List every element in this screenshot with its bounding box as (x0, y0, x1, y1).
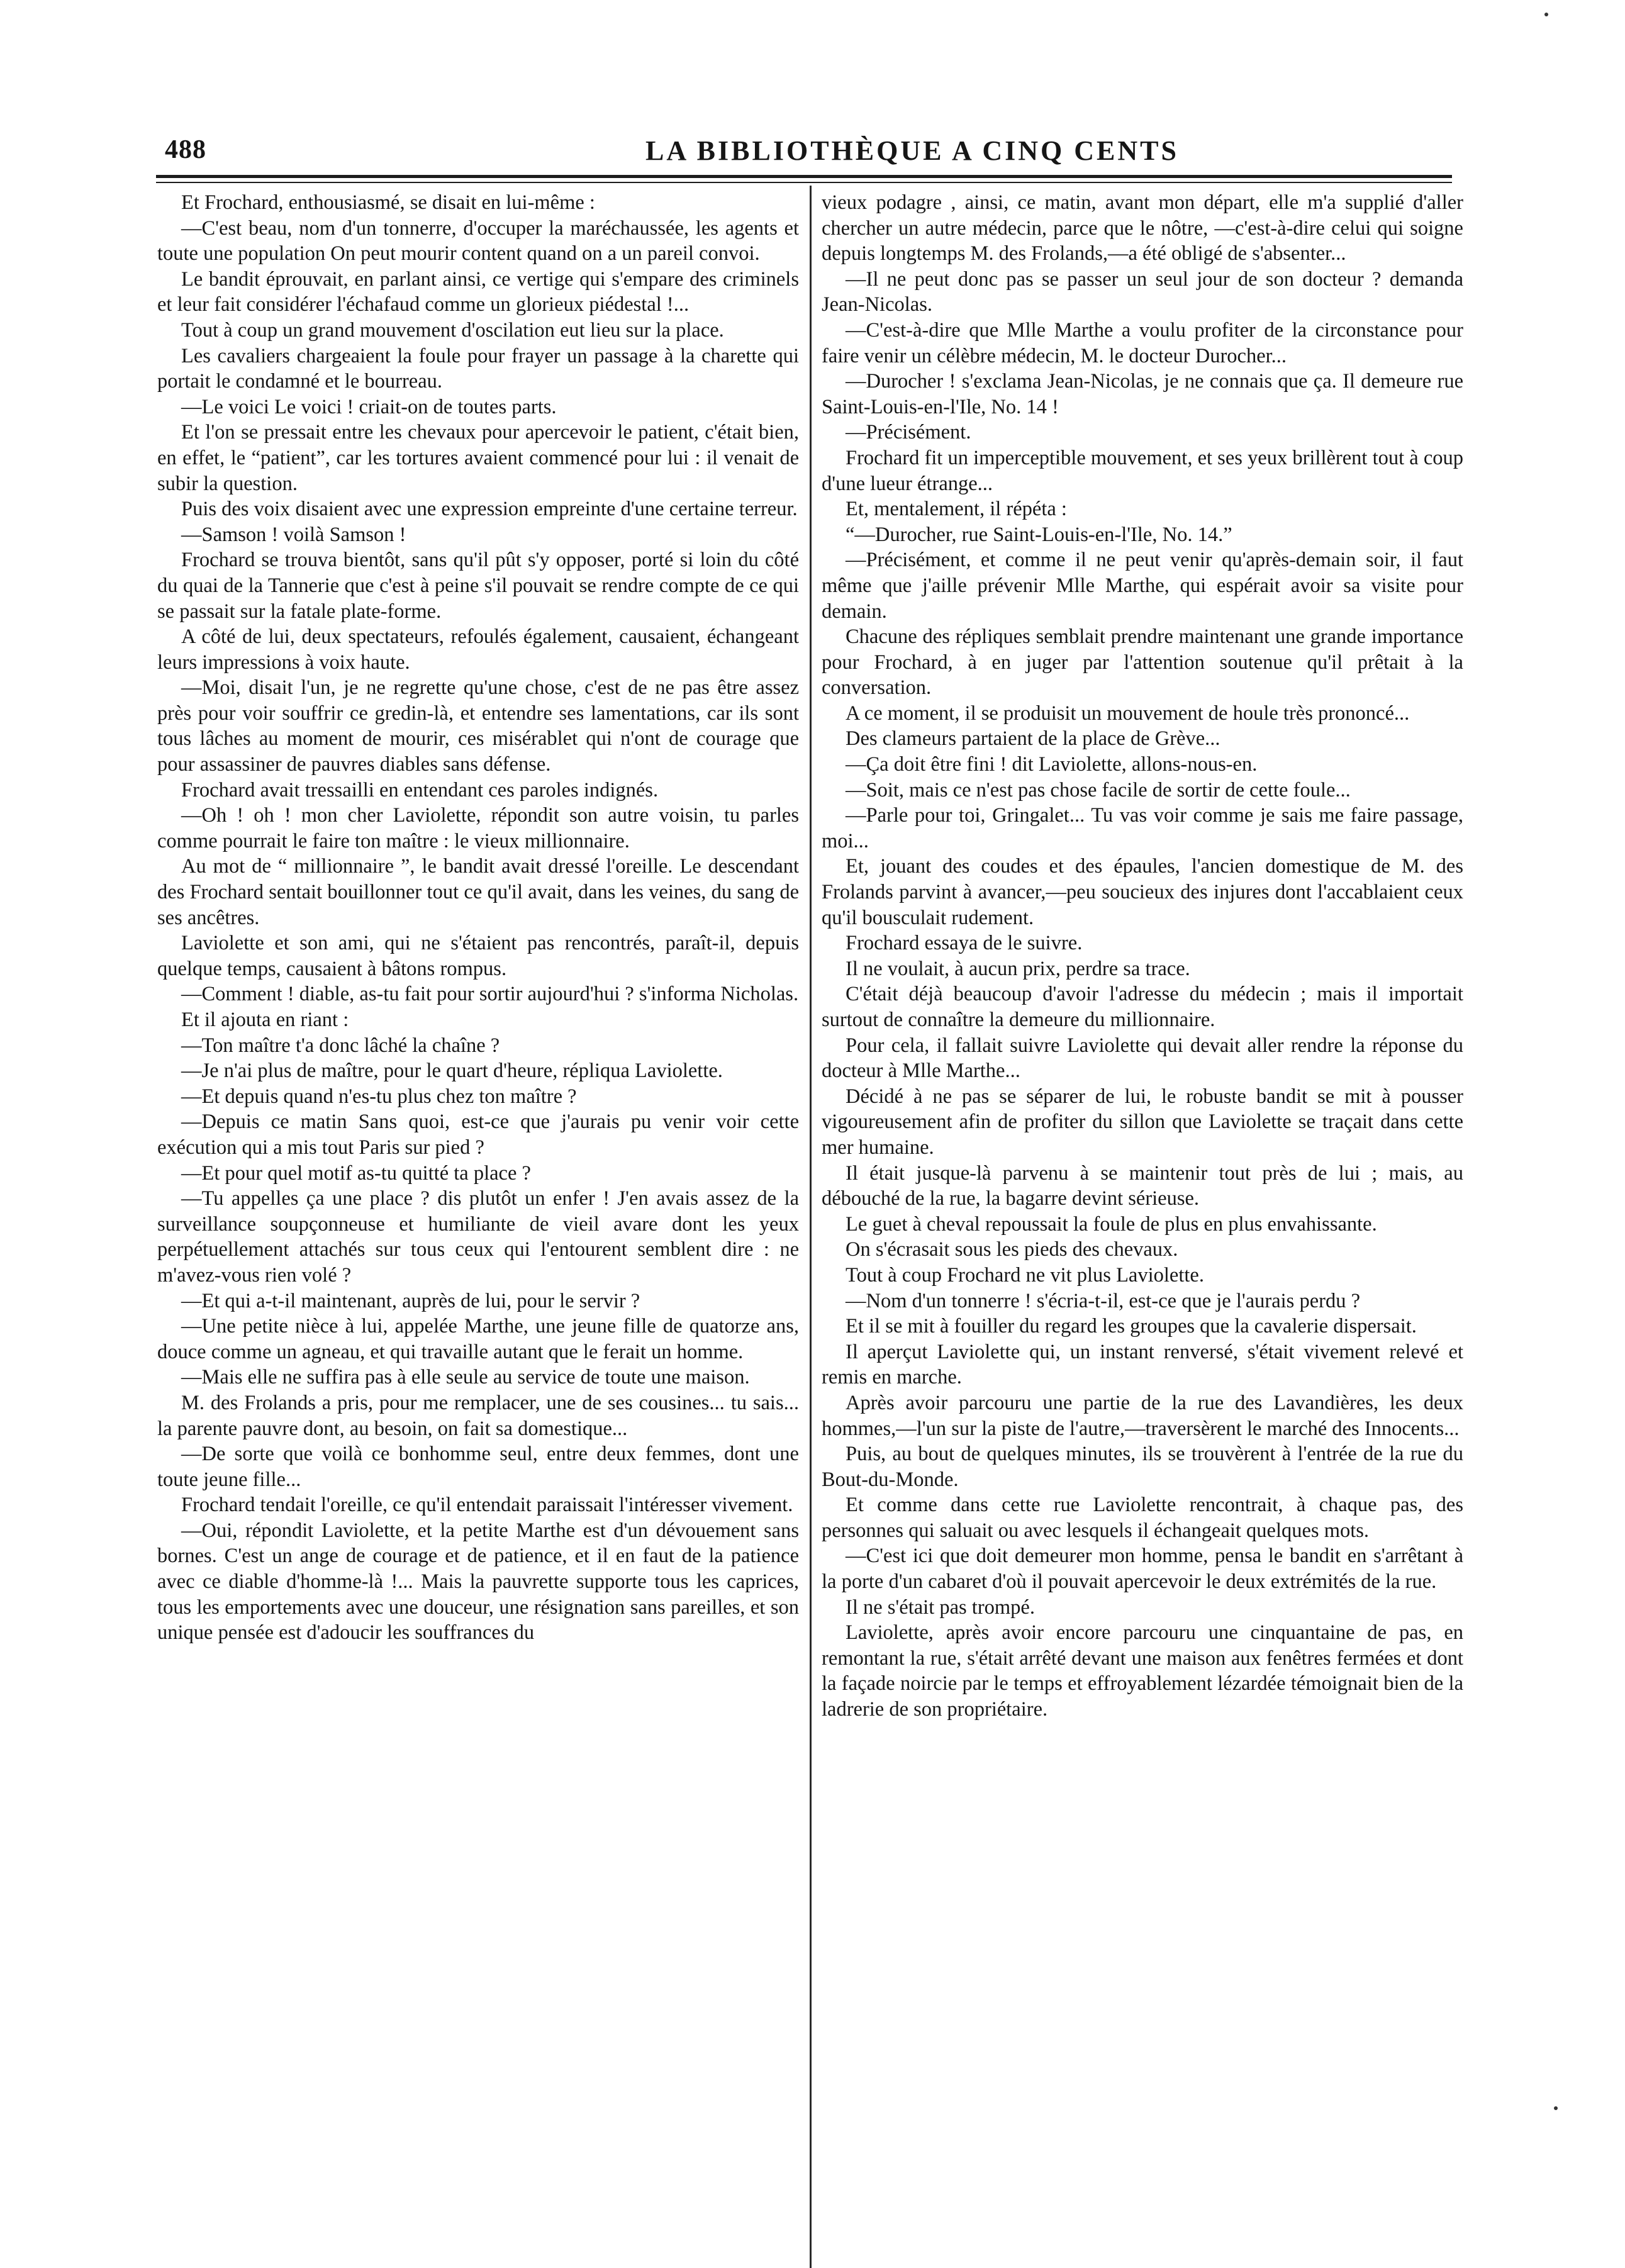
left-column-paragraph: Les cavaliers chargeaient la foule pour frayer un passage à la charette qui portait le condamné et le bourreau. (157, 344, 799, 393)
right-column (822, 190, 1463, 1723)
right-column-paragraph: Il était jusque-là parvenu à se maintenir tout près de lui ; mais, au débouché de la rue, la bagarre devint sérieuse. (822, 1161, 1463, 1210)
left-column-paragraph: Et Frochard, enthousiasmé, se disait en lui-même : (181, 191, 595, 214)
left-column-paragraph: —De sorte que voilà ce bonhomme seul, entre deux femmes, dont une toute jeune fille... (157, 1443, 799, 1491)
right-column-paragraph: Frochard fit un imperceptible mouvement, et ses yeux brillèrent tout à coup d'une lueur étrange... (822, 446, 1463, 495)
right-column-paragraph: —Nom d'un tonnerre ! s'écria-t-il, est-ce que je l'aurais perdu ? (846, 1289, 1361, 1312)
left-column-paragraph: M. des Frolands a pris, pour me remplacer, une de ses cousines... tu sais... la parente pauvre dont, au besoin, on fait sa domestique... (157, 1391, 799, 1440)
left-column-paragraph: —Samson ! voilà Samson ! (181, 523, 406, 546)
right-column-paragraph: Il ne voulait, à aucun prix, perdre sa trace. (846, 957, 1190, 980)
right-column-paragraph: Des clameurs partaient de la place de Grève... (846, 727, 1220, 751)
right-column-paragraph: —Précisément, et comme il ne peut venir qu'après-demain soir, il faut même que j'aille prévenir Mlle Marthe, qui espérait avoir sa visite pour demain. (822, 549, 1463, 623)
left-column-paragraph: —Et pour quel motif as-tu quitté ta place ? (181, 1161, 531, 1185)
right-column-paragraph: Tout à coup Frochard ne vit plus Laviolette. (846, 1263, 1204, 1287)
left-column-paragraph: —Le voici Le voici ! criait-on de toutes parts. (181, 395, 557, 418)
left-column-paragraph: Et il ajouta en riant : (181, 1008, 349, 1031)
right-column-paragraph: C'était déjà beaucoup d'avoir l'adresse du médecin ; mais il importait surtout de connaître la demeure du millionnaire. (822, 983, 1463, 1031)
left-column-paragraph: Tout à coup un grand mouvement d'oscilation eut lieu sur la place. (181, 318, 724, 342)
left-column-paragraph: —C'est beau, nom d'un tonnerre, d'occuper la maréchaussée, les agents et toute une population On peut mourir content quand on a un pareil convoi. (157, 216, 799, 265)
left-column-paragraph: Laviolette et son ami, qui ne s'étaient pas rencontrés, paraît-il, depuis quelque temps, causaient à bâtons rompus. (157, 932, 799, 980)
left-column-paragraph: —Oui, répondit Laviolette, et la petite Marthe est d'un dévouement sans bornes. C'est un ange de courage et de patience, et il en faut de la patience avec ce diable d'homme-là !... Mais la pauvrette supporte tous les caprices, tous les emportements avec une douceur, une résignation sans pareilles, et son unique pensée est d'adoucir les souffrances du (157, 1519, 799, 1645)
right-column-paragraph: Et comme dans cette rue Laviolette rencontrait, à chaque pas, des personnes qui saluait ou avec lesquels il échangeait quelques mots. (822, 1494, 1463, 1542)
left-column-paragraph: —Moi, disait l'un, je ne regrette qu'une chose, c'est de ne pas être assez près pour voir souffrir ce gredin-là, et entendre ses lamentations, car ils sont tous lâches au moment de mourir, ces misérablet qui n'ont de courage que pour assassiner de pauvres diables sans défense. (157, 676, 799, 776)
left-column-paragraph: Puis des voix disaient avec une expression empreinte d'une certaine terreur. (181, 498, 798, 521)
right-column-paragraph: Et, jouant des coudes et des épaules, l'ancien domestique de M. des Frolands parvint à avancer,—peu soucieux des injures dont l'accablaient ceux qu'il bousculait rudement. (822, 855, 1463, 929)
left-column-paragraph: —Oh ! oh ! mon cher Laviolette, répondit son autre voisin, tu parles comme pourrait le faire ton maître : le vieux millionnaire. (157, 804, 799, 852)
right-column-paragraph: —Précisément. (846, 421, 971, 444)
running-title: LA BIBLIOTHÈQUE A CINQ CENTS (645, 135, 1179, 166)
left-column-paragraph: —Et depuis quand n'es-tu plus chez ton maître ? (181, 1085, 577, 1108)
left-column-paragraph: —Mais elle ne suffira pas à elle seule au service de toute une maison. (181, 1366, 750, 1389)
left-column-paragraph: —Une petite nièce à lui, appelée Marthe, une jeune fille de quatorze ans, douce comme un agneau, et qui travaille autant que le ferait un homme. (157, 1315, 799, 1363)
right-column-paragraph: On s'écrasait sous les pieds des chevaux. (846, 1238, 1178, 1261)
left-column-paragraph: —Comment ! diable, as-tu fait pour sortir aujourd'hui ? s'informa Nicholas. (181, 983, 799, 1006)
left-column-paragraph: A côté de lui, deux spectateurs, refoulés également, causaient, échangeant leurs impressions à voix haute. (157, 625, 799, 674)
right-column-paragraph: —Durocher ! s'exclama Jean-Nicolas, je ne connais que ça. Il demeure rue Saint-Louis-en-l'Ile, No. 14 ! (822, 370, 1463, 418)
right-column-paragraph: Pour cela, il fallait suivre Laviolette qui devait aller rendre la réponse du docteur à Mlle Marthe... (822, 1034, 1463, 1083)
right-column-paragraph: Décidé à ne pas se séparer de lui, le robuste bandit se mit à pousser vigoureusement afin de profiter du sillon que Laviolette se traçait dans cette mer humaine. (822, 1085, 1463, 1159)
left-column-paragraph: Et l'on se pressait entre les chevaux pour apercevoir le patient, c'était bien, en effet, le “patient”, car les tortures avaient commencé pour lui : il venait de subir la question. (157, 421, 799, 495)
right-column-paragraph: Le guet à cheval repoussait la foule de plus en plus envahissante. (846, 1212, 1377, 1236)
left-column-paragraph: —Ton maître t'a donc lâché la chaîne ? (181, 1034, 500, 1057)
header-rule-thick (156, 175, 1452, 178)
right-column-paragraph: Et il se mit à fouiller du regard les groupes que la cavalerie dispersait. (846, 1315, 1417, 1338)
right-column-paragraph: —Il ne peut donc pas se passer un seul jour de son docteur ? demanda Jean-Nicolas. (822, 267, 1463, 316)
right-column-paragraph: Et, mentalement, il répéta : (846, 498, 1067, 521)
left-column-paragraph: —Et qui a-t-il maintenant, auprès de lui, pour le servir ? (181, 1289, 640, 1312)
right-column-paragraph: Laviolette, après avoir encore parcouru une cinquantaine de pas, en remontant la rue, s'était arrêté devant une maison aux fenêtres fermées et dont la façade noircie par le temps et effroyablement lézardée témoignait bien de la ladrerie de son propriétaire. (822, 1621, 1463, 1721)
right-column-paragraph: Chacune des répliques semblait prendre maintenant une grande importance pour Frochard, à en juger par l'attention soutenue qu'il prêtait à la conversation. (822, 625, 1463, 700)
edge-mark-bottom (1554, 2106, 1558, 2110)
right-column-paragraph: A ce moment, il se produisit un mouvement de houle très prononcé... (846, 701, 1410, 725)
left-column-paragraph: —Tu appelles ça une place ? dis plutôt un enfer ! J'en avais assez de la surveillance soupçonneuse et humiliante de vieil avare dont les yeux perpétuellement attachés sur tous ceux qui l'entourent semblent dire : ne m'avez-vous rien volé ? (157, 1187, 799, 1287)
right-column-paragraph: Il ne s'était pas trompé. (846, 1595, 1035, 1619)
left-column-paragraph: —Je n'ai plus de maître, pour le quart d'heure, répliqua Laviolette. (181, 1059, 723, 1083)
right-column-paragraph: Après avoir parcouru une partie de la rue des Lavandières, les deux hommes,—l'un sur la piste de l'autre,—traversèrent le marché des Innocents... (822, 1391, 1463, 1440)
right-column-paragraph: Puis, au bout de quelques minutes, ils se trouvèrent à l'entrée de la rue du Bout-du-Monde. (822, 1443, 1463, 1491)
left-column-paragraph: Le bandit éprouvait, en parlant ainsi, ce vertige qui s'empare des criminels et leur fait considérer l'échafaud comme un glorieux piédestal !... (157, 267, 799, 316)
left-column (157, 190, 799, 1646)
right-column-paragraph: —Ça doit être fini ! dit Laviolette, allons-nous-en. (846, 753, 1258, 776)
left-column-paragraph: Frochard avait tressailli en entendant ces paroles indignés. (181, 778, 659, 802)
right-column-paragraph: Frochard essaya de le suivre. (846, 932, 1083, 955)
left-column-paragraph: Frochard se trouva bientôt, sans qu'il pût s'y opposer, porté si loin du côté du quai de la Tannerie que c'est à peine s'il pouvait se rendre compte de ce qui se passait sur la fatale plate-forme. (157, 549, 799, 623)
right-column-paragraph: Il aperçut Laviolette qui, un instant renversé, s'était vivement relevé et remis en marche. (822, 1340, 1463, 1389)
right-column-paragraph: “—Durocher, rue Saint-Louis-en-l'Ile, No. 14.” (846, 523, 1232, 546)
right-column-paragraph: —Parle pour toi, Gringalet... Tu vas voir comme je sais me faire passage, moi... (822, 804, 1463, 852)
right-column-continuation: vieux podagre , ainsi, ce matin, avant mon départ, elle m'a supplié d'aller chercher un autre médecin, parce que le nôtre, —c'est-à-dire celui qui soigne depuis longtemps M. des Frolands,—a été obligé de s'absenter... (822, 191, 1463, 265)
page-number: 488 (165, 135, 206, 164)
right-column-paragraph: —C'est-à-dire que Mlle Marthe a voulu profiter de la circonstance pour faire venir un célèbre médecin, M. le docteur Durocher... (822, 318, 1463, 367)
left-column-paragraph: Frochard tendait l'oreille, ce qu'il entendait paraissait l'intéresser vivement. (181, 1494, 793, 1517)
left-column-paragraph: —Depuis ce matin Sans quoi, est-ce que j'aurais pu venir voir cette exécution qui a mis tout Paris sur pied ? (157, 1110, 799, 1159)
edge-mark-top (1544, 13, 1548, 16)
header-rule-thin (156, 182, 1452, 183)
right-column-paragraph: —Soit, mais ce n'est pas chose facile de sortir de cette foule... (846, 778, 1351, 802)
right-column-paragraph: —C'est ici que doit demeurer mon homme, pensa le bandit en s'arrêtant à la porte d'un cabaret d'où il pouvait apercevoir le deux extrémités de la rue. (822, 1545, 1463, 1594)
column-divider (810, 186, 812, 2268)
left-column-paragraph: Au mot de “ millionnaire ”, le bandit avait dressé l'oreille. Le descendant des Frochard sentait bouillonner tout ce qu'il avait, dans les veines, du sang de ses ancêtres. (157, 855, 799, 929)
